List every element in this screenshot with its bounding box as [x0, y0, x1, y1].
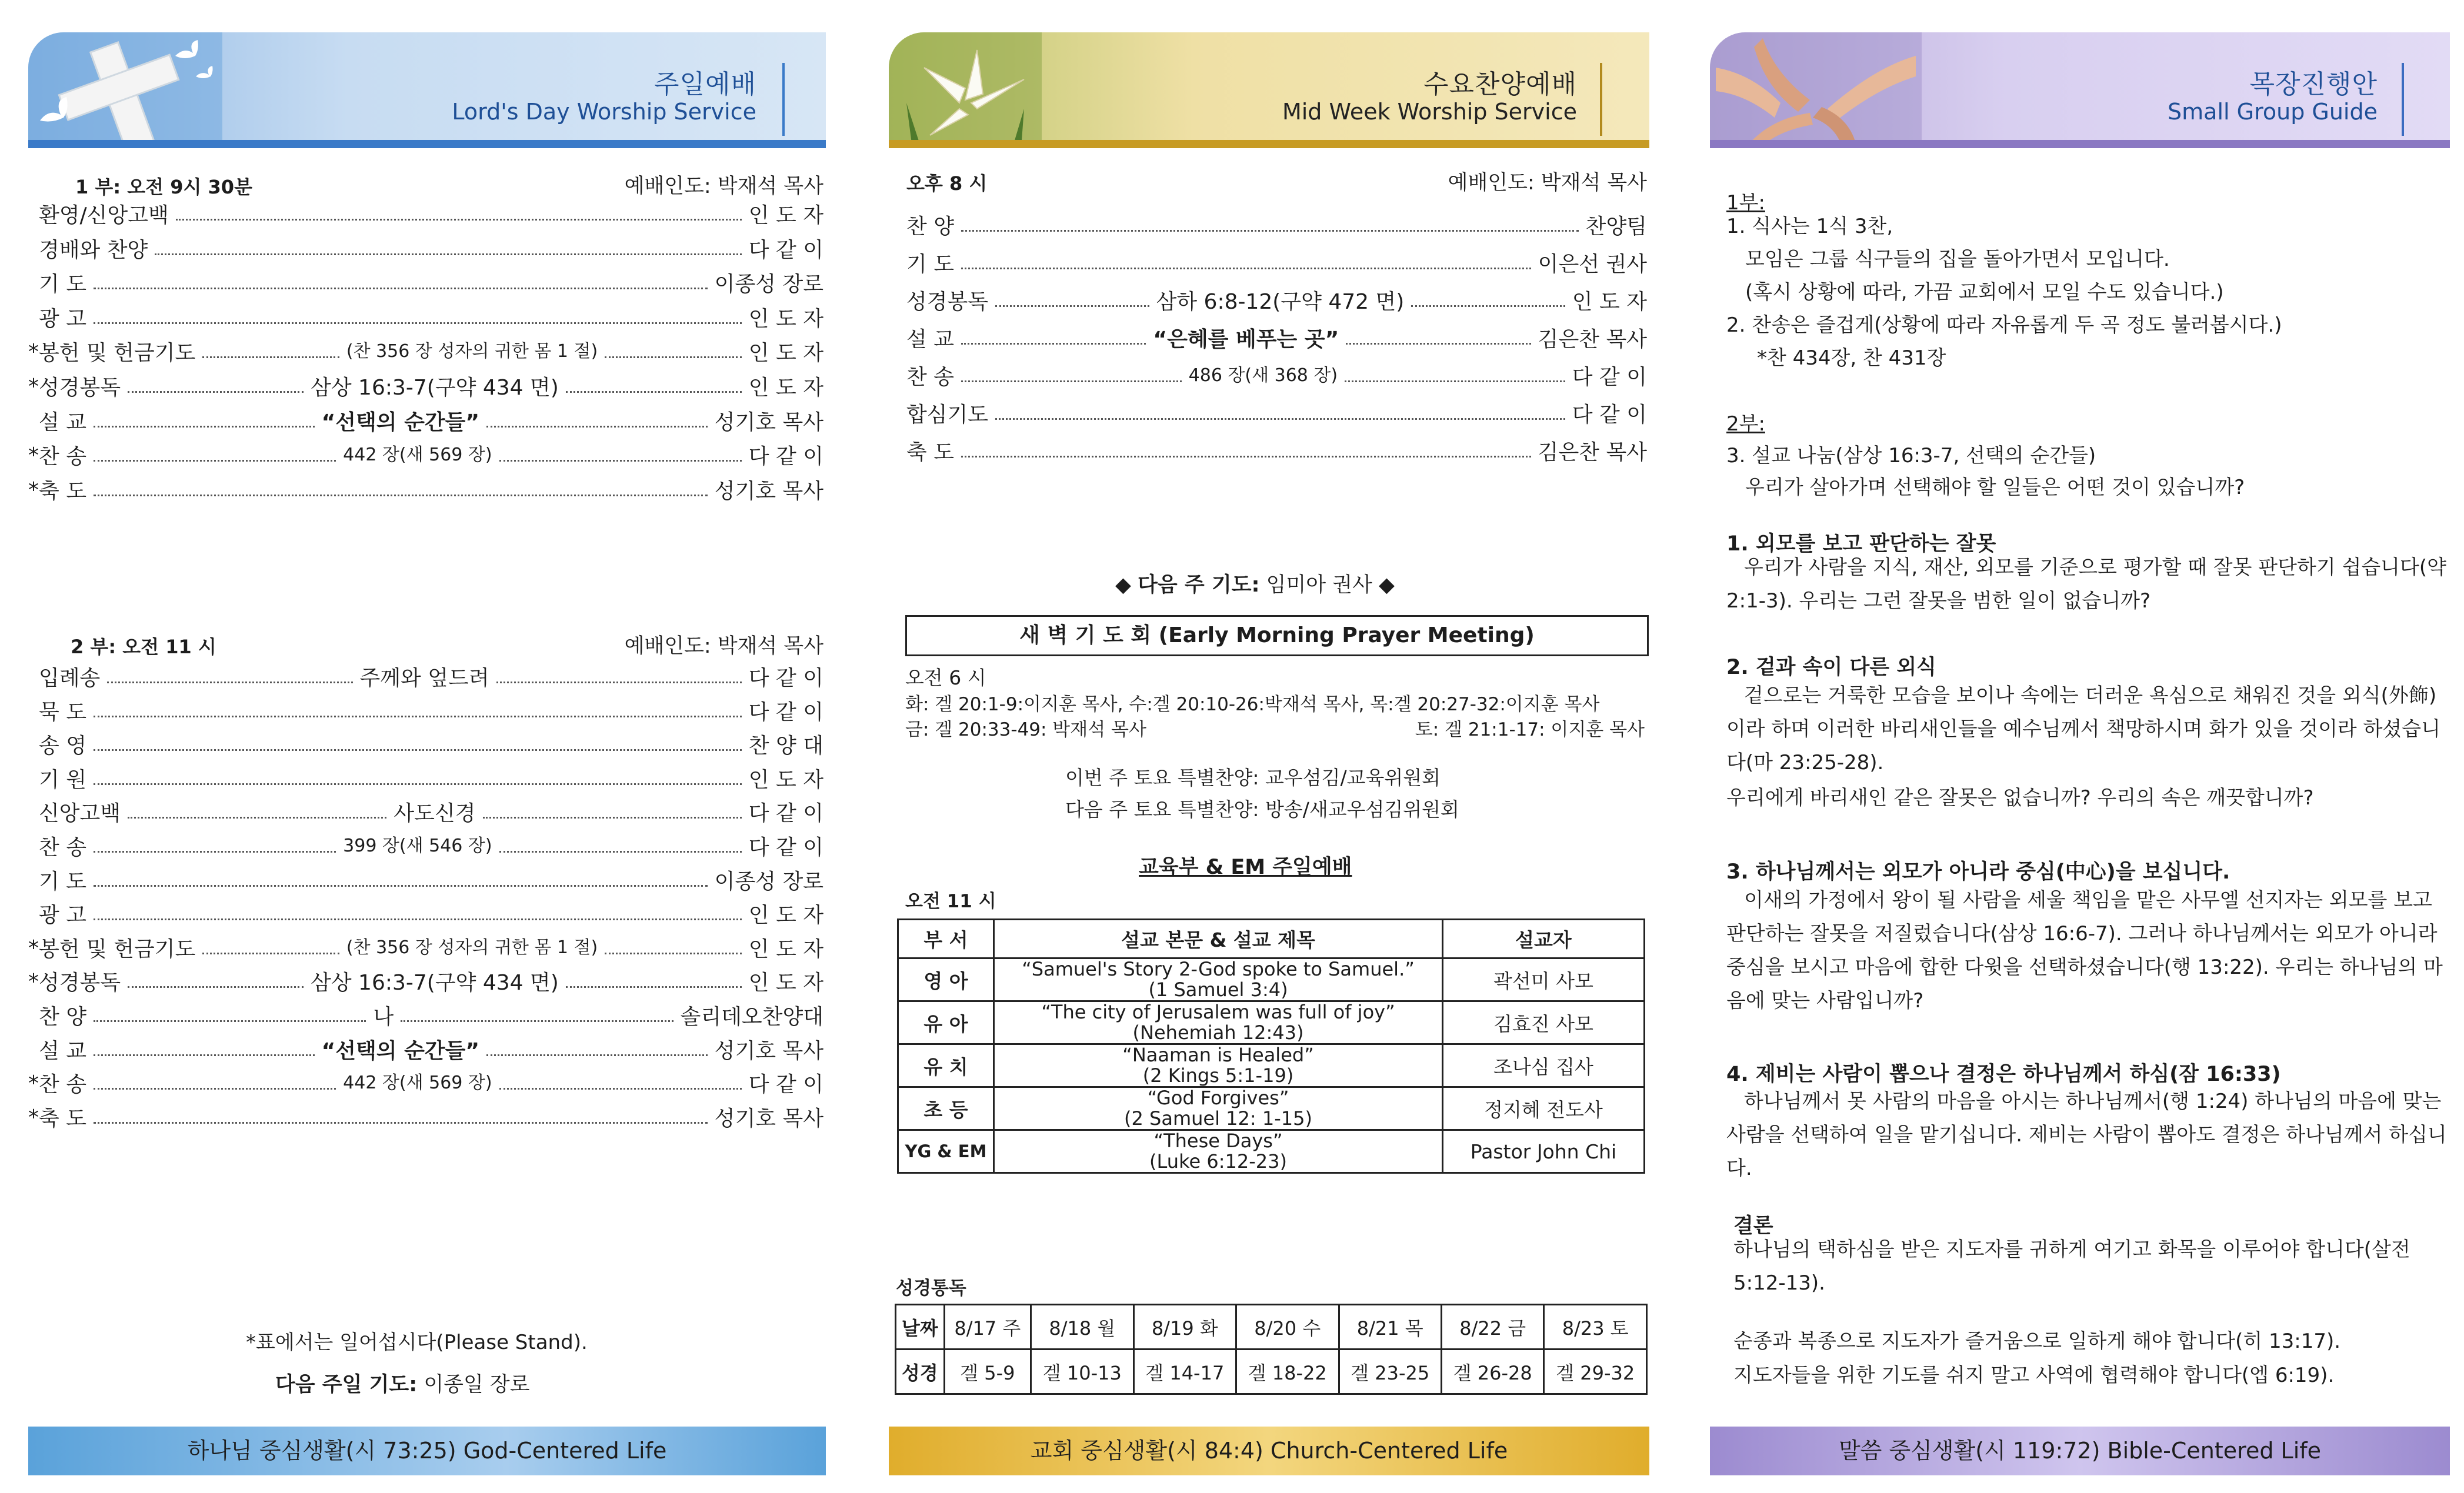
special-praise-this-week: 이번 주 토요 특별찬양: 교우섬김/교육위원회 [1065, 766, 1441, 789]
lily-icon [889, 32, 1042, 148]
edu-sermon-ref: (Luke 6:12-23) [1149, 1150, 1287, 1173]
part2-heading: 2 부: 오전 11 시 [71, 636, 216, 658]
service-item-name: 찬 양 [906, 215, 954, 239]
dotted-leader [94, 1054, 315, 1056]
stand-mark: * [28, 443, 39, 468]
part1-leader: 예배인도: 박재석 목사 [624, 175, 823, 198]
service-item-detail: (찬 356 장 성자의 귀한 몸 1 절) [346, 341, 598, 362]
edu-sermon [994, 958, 1443, 1001]
service-row [889, 360, 1649, 398]
reading-text: 겔 29-32 [1544, 1350, 1647, 1394]
service-item-detail: 삼하 6:8-12(구약 472 면) [1156, 290, 1405, 314]
dotted-leader [94, 851, 336, 853]
service-item-detail: (찬 356 장 성자의 귀한 몸 1 절) [346, 937, 598, 958]
edu-dept: 유 아 [898, 1001, 994, 1044]
service-item-person: 찬양팀 [1585, 215, 1647, 239]
service-item-person: 다 같 이 [748, 801, 823, 826]
service-item-detail: “선택의 순간들” [321, 1038, 480, 1063]
service-row [28, 966, 826, 1000]
dawn-schedule-line1: 화: 겔 20:1-9:이지훈 목사, 수:겔 20:10-26:박재석 목사, 목:겔 20:27-32:이지훈 목사 [905, 694, 1600, 715]
small-group-header [1710, 32, 2450, 148]
stand-mark: * [28, 375, 39, 399]
edu-dept: 유 치 [898, 1044, 994, 1087]
header-divider [1600, 63, 1602, 136]
service-row [889, 285, 1649, 323]
service-row [889, 436, 1649, 473]
service-item-name: 환영/신앙고백 [39, 203, 169, 228]
small-group-column [1710, 32, 2450, 1479]
edu-table-body [898, 958, 1645, 1173]
edu-sermon [994, 1087, 1443, 1130]
special-praise-next-week: 다음 주 토요 특별찬양: 방송/새교우섬김위원회 [1065, 798, 1459, 821]
service-item-person: 이은선 권사 [1538, 252, 1647, 276]
sg-section2-body: 겉으로는 거룩한 모습을 보이나 속에는 더러운 욕심으로 채워진 것을 외식(外飾)이라 하며 이러한 바리새인들을 예수님께서 책망하시며 화가 있을 것이라 하셨습니다(마 23:25-28). [1726, 684, 2440, 774]
service-row [28, 865, 826, 899]
service-item-name: 설 교 [39, 410, 86, 435]
cross-icon [28, 32, 222, 148]
service-item-detail: 442 장(새 569 장) [343, 1073, 492, 1094]
dotted-leader [202, 356, 339, 358]
service-item-name: 신앙고백 [39, 801, 121, 826]
service-row [28, 406, 826, 440]
dotted-leader [128, 986, 304, 988]
header-title-en: Small Group Guide [2168, 99, 2378, 125]
sg-p1-line5: *찬 434장, 찬 431장 [1757, 346, 1946, 370]
service-row [28, 336, 826, 371]
header-title-ko: 수요찬양예배 [1423, 69, 1577, 99]
header-title-en: Mid Week Worship Service [1282, 99, 1577, 125]
sg-conclusion-3: 지도자들을 위한 기도를 쉬지 말고 사역에 협력해야 합니다(엡 6:19). [1733, 1364, 2335, 1387]
service-item-person: 인 도 자 [748, 903, 823, 928]
edu-table-row [898, 1087, 1645, 1130]
edu-table-header [898, 920, 1645, 958]
service-item-name: 축 도 [39, 1106, 86, 1131]
service-row [889, 210, 1649, 248]
hands-icon [1710, 32, 1922, 148]
edu-speaker: 조나심 집사 [1443, 1044, 1645, 1087]
service-item-detail: 442 장(새 569 장) [343, 445, 492, 466]
dotted-leader [94, 783, 742, 785]
footer-god-centered: 하나님 중심생활(시 73:25) God-Centered Life [28, 1427, 826, 1475]
edu-table-row [898, 1001, 1645, 1044]
reading-texts-row [896, 1350, 1647, 1394]
service-item-detail: 399 장(새 546 장) [343, 836, 492, 856]
service-row [28, 268, 826, 302]
midweek-time: 오후 8 시 [906, 172, 988, 195]
dotted-leader [94, 1122, 708, 1124]
sg-p1-line3: (혹시 상황에 따라, 가끔 교회에서 모일 수도 있습니다.) [1745, 280, 2224, 304]
edu-sermon-title: “These Days” [1153, 1130, 1283, 1152]
reading-day: 8/17 주 [944, 1305, 1031, 1350]
dotted-leader [566, 391, 742, 393]
midweek-leader: 예배인도: 박재석 목사 [1448, 171, 1647, 195]
service-row [28, 1034, 826, 1068]
edu-sermon-ref: (2 Samuel 12: 1-15) [1124, 1107, 1312, 1130]
header-stripe [889, 140, 1649, 148]
sg-part1-label: 1부: [1726, 191, 1765, 215]
reading-text: 겔 14-17 [1133, 1350, 1236, 1394]
service-item-name: 광 고 [39, 306, 86, 331]
service-item-person: 성기호 목사 [714, 479, 823, 503]
service-row [28, 1000, 826, 1034]
edu-sermon-ref: (Nehemiah 12:43) [1132, 1021, 1304, 1044]
service-item-person: 다 같 이 [748, 836, 823, 860]
service-row [28, 302, 826, 337]
service-row [28, 440, 826, 475]
dotted-leader [496, 682, 742, 683]
edu-header-dept: 부 서 [898, 920, 994, 958]
service-item-person: 성기호 목사 [714, 1106, 823, 1131]
reading-day: 8/18 월 [1031, 1305, 1133, 1350]
dotted-leader [94, 716, 742, 717]
dotted-leader [107, 682, 352, 683]
service-row [28, 831, 826, 865]
dotted-leader [94, 460, 336, 462]
service-row [28, 797, 826, 831]
dawn-prayer-title: 새 벽 기 도 회 (Early Morning Prayer Meeting) [905, 615, 1649, 656]
dotted-leader [155, 253, 741, 255]
stand-mark: * [28, 340, 39, 365]
service-item-detail: 주께와 엎드려 [359, 666, 489, 690]
footer-church-centered: 교회 중심생활(시 84:4) Church-Centered Life [889, 1427, 1649, 1475]
stand-mark: * [28, 1105, 39, 1130]
sg-section1-title: 1. 외모를 보고 판단하는 잘못 [1726, 532, 1996, 556]
service-item-person: 다 같 이 [748, 1073, 823, 1097]
service-item-person: 성기호 목사 [714, 410, 823, 435]
next-sunday-prayer-name: 이종일 장로 [424, 1373, 530, 1397]
dotted-leader [961, 380, 1182, 382]
bible-reading-title: 성경통독 [896, 1278, 966, 1299]
service-item-person: 인 도 자 [748, 971, 823, 996]
dawn-schedule-line2-right: 토: 겔 21:1-17: 이지훈 목사 [1415, 719, 1645, 740]
sg-section1-body: 우리가 사람을 지식, 재산, 외모를 기준으로 평가할 때 잘못 판단하기 쉽습니다(약 2:1-3). 우리는 그런 잘못을 범한 일이 없습니까? [1726, 556, 2446, 613]
sg-section2-title: 2. 겉과 속이 다른 외식 [1726, 656, 1936, 679]
midweek-column [889, 32, 1649, 1479]
service-item-name: 경배와 찬양 [39, 238, 148, 262]
edu-table-row [898, 1044, 1645, 1087]
service-row [28, 899, 826, 933]
service-item-person: 이종성 장로 [714, 272, 823, 297]
part1-heading: 1 부: 오전 9시 30분 [75, 176, 252, 198]
edu-sermon [994, 1130, 1443, 1173]
lords-day-header [28, 32, 826, 148]
sg-section3-title: 3. 하나님께서는 외모가 아니라 중심(中心)을 보십니다. [1726, 860, 2230, 884]
reading-text: 겔 18-22 [1236, 1350, 1339, 1394]
reading-day: 8/22 금 [1441, 1305, 1543, 1350]
midweek-next-prayer [1115, 569, 1395, 598]
service-row [28, 1102, 826, 1136]
sg-part2-label: 2부: [1726, 412, 1765, 436]
header-stripe [28, 140, 826, 148]
service-item-person: 다 같 이 [748, 700, 823, 724]
service-item-name: 송 영 [39, 734, 86, 759]
reading-day: 8/21 목 [1339, 1305, 1441, 1350]
service-item-name: 찬 송 [39, 445, 86, 469]
service-item-name: 설 교 [906, 328, 954, 352]
lords-day-column [28, 32, 826, 1479]
bible-reading-table [895, 1304, 1648, 1395]
service-item-name: 기 도 [906, 252, 954, 276]
edu-speaker: 정지혜 전도사 [1443, 1087, 1645, 1130]
service-row [28, 763, 826, 797]
service-row [28, 475, 826, 509]
edu-header-speaker: 설교자 [1443, 920, 1645, 958]
header-title-en: Lord's Day Worship Service [452, 99, 756, 125]
service-item-name: 봉헌 및 헌금기도 [39, 937, 196, 961]
dotted-leader [483, 817, 742, 819]
header-title-ko: 목장진행안 [2249, 69, 2378, 99]
header-divider [782, 63, 785, 136]
service-item-person: 인 도 자 [748, 341, 823, 366]
service-item-detail: “은혜를 베푸는 곳” [1153, 328, 1339, 352]
service-item-person: 다 같 이 [1572, 403, 1647, 427]
dotted-leader [486, 426, 708, 427]
dotted-leader [1346, 343, 1531, 345]
service-item-name: 성경봉독 [39, 971, 121, 996]
service-row [28, 662, 826, 696]
service-item-person: 인 도 자 [748, 937, 823, 961]
service-item-person: 다 같 이 [1572, 365, 1647, 389]
dotted-leader [605, 356, 742, 358]
dotted-leader [94, 749, 742, 751]
sg-section4-body: 하나님께서 못 사람의 마음을 아시는 하나님께서(행 1:24) 하나님의 마음에 맞는 사람을 선택하여 일을 맡기십니다. 제비는 사람이 뽑아도 결정은 하나님께서 하십니다. [1726, 1090, 2447, 1180]
header-stripe [1710, 140, 2450, 148]
sg-p1-line4: 2. 찬송은 즐겁게(상황에 따라 자유롭게 두 곡 정도 불러봅시다.) [1726, 313, 2282, 337]
edu-sermon [994, 1001, 1443, 1044]
dotted-leader [176, 219, 742, 221]
dotted-leader [202, 953, 339, 954]
service-item-name: 묵 도 [39, 700, 86, 724]
service-item-name: 찬 송 [39, 1073, 86, 1097]
dotted-leader [995, 305, 1149, 307]
dotted-leader [961, 343, 1146, 345]
dotted-leader [94, 322, 742, 324]
sg-p2-line2: 우리가 살아가며 선택해야 할 일들은 어떤 것이 있습니까? [1745, 476, 2245, 499]
diamond-icon: ◆ [1115, 573, 1131, 597]
dotted-leader [1345, 380, 1565, 382]
edu-speaker: 김효진 사모 [1443, 1001, 1645, 1044]
sg-conclusion-1: 하나님의 택하심을 받은 지도자를 귀하게 여기고 화목을 이루어야 합니다(살전 5:12-13). [1733, 1238, 2410, 1295]
service-item-person: 다 같 이 [748, 445, 823, 469]
dotted-leader [1411, 305, 1565, 307]
service-item-person: 인 도 자 [748, 376, 823, 400]
service-row [28, 696, 826, 730]
part2-leader: 예배인도: 박재석 목사 [624, 634, 823, 658]
reading-text: 겔 10-13 [1031, 1350, 1133, 1394]
midweek-header [889, 32, 1649, 148]
sg-section3-body: 이새의 가정에서 왕이 될 사람을 세울 책임을 맡은 사무엘 선지자는 외모를 보고 판단하는 잘못을 저질렀습니다(삼상 16:6-7). 그러나 하나님께서는 외모가 아니라 중심을 보시고 마음에 합한 다윗을 선택하셨습니다(행 13:22). 우리는 하나님의 마음에 맞는 사람입니까? [1726, 889, 2443, 1013]
dotted-leader [499, 460, 742, 462]
edu-worship-title: 교육부 & EM 주일예배 [1139, 856, 1352, 879]
service-item-name: 찬 송 [39, 836, 86, 860]
dotted-leader [401, 1020, 673, 1022]
dotted-leader [94, 1088, 336, 1090]
service-row [28, 199, 826, 233]
service-item-name: 합심기도 [906, 403, 989, 427]
sg-p1-line1: 1. 식사는 1식 3찬, [1726, 215, 1893, 238]
edu-sermon-title: “Samuel's Story 2-God spoke to Samuel.” [1022, 958, 1415, 980]
edu-speaker: Pastor John Chi [1443, 1130, 1645, 1173]
edu-table-row [898, 1130, 1645, 1173]
service-item-name: 기 원 [39, 767, 86, 792]
reading-days-label: 날짜 [896, 1305, 945, 1350]
reading-day: 8/23 토 [1544, 1305, 1647, 1350]
service-row [889, 323, 1649, 360]
service-item-name: 기 도 [39, 272, 86, 297]
sg-section4-title: 4. 제비는 사람이 뽑으나 결정은 하나님께서 하심(잠 16:33) [1726, 1063, 2281, 1086]
edu-sermon-title: “Naaman is Healed” [1122, 1044, 1314, 1066]
service-item-person: 찬 양 대 [748, 734, 823, 759]
service-item-name: 광 고 [39, 903, 86, 928]
header-title-ko: 주일예배 [653, 69, 756, 99]
service-item-person: 인 도 자 [748, 306, 823, 331]
edu-header-sermon: 설교 본문 & 설교 제목 [994, 920, 1443, 958]
edu-sermon-title: “God Forgives” [1147, 1087, 1289, 1109]
edu-speaker: 곽선미 사모 [1443, 958, 1645, 1001]
dotted-leader [94, 495, 708, 496]
service-item-detail: 486 장(새 368 장) [1188, 365, 1338, 386]
edu-table-row [898, 958, 1645, 1001]
service-item-person: 김은찬 목사 [1538, 328, 1647, 352]
midweek-next-prayer-label: 다음 주 기도: [1138, 573, 1260, 597]
dotted-leader [94, 288, 708, 289]
service-row [28, 1068, 826, 1102]
reading-text: 겔 5-9 [944, 1350, 1031, 1394]
dotted-leader [94, 918, 742, 920]
service-item-name: 봉헌 및 헌금기도 [39, 341, 196, 366]
dotted-leader [94, 885, 708, 887]
service-row [889, 248, 1649, 285]
dotted-leader [94, 1020, 366, 1022]
dotted-leader [995, 418, 1565, 420]
service-item-name: 성경봉독 [39, 376, 121, 400]
service-item-person: 인 도 자 [1572, 290, 1647, 314]
service-row [28, 371, 826, 406]
dawn-schedule-line2-left: 금: 겔 20:33-49: 박재석 목사 [905, 719, 1146, 740]
service-item-detail: 삼상 16:3-7(구약 434 면) [311, 376, 559, 400]
service-item-person: 인 도 자 [748, 203, 823, 228]
service-item-name: 입례송 [39, 666, 101, 690]
edu-sermon-ref: (2 Kings 5:1-19) [1142, 1064, 1294, 1087]
dotted-leader [128, 817, 386, 819]
sg-conclusion-title: 결론 [1733, 1214, 1773, 1238]
edu-worship-time: 오전 11 시 [905, 891, 996, 912]
midweek-next-prayer-name: 임미아 권사 [1266, 573, 1372, 597]
service-item-name: 성경봉독 [906, 290, 989, 314]
dotted-leader [486, 1054, 708, 1056]
service-row [889, 398, 1649, 436]
service-item-detail: 사도신경 [394, 801, 476, 826]
reading-text: 겔 26-28 [1441, 1350, 1543, 1394]
next-sunday-prayer-label: 다음 주일 기도: [275, 1373, 418, 1397]
sg-section2-question: 우리에게 바리새인 같은 잘못은 없습니까? 우리의 속은 깨끗합니까? [1726, 786, 2314, 810]
sg-p2-line1: 3. 설교 나눔(삼상 16:3-7, 선택의 순간들) [1726, 444, 2096, 467]
stand-mark: * [28, 1071, 39, 1096]
service-item-person: 다 같 이 [748, 666, 823, 690]
reading-day: 8/20 수 [1236, 1305, 1339, 1350]
dotted-leader [605, 953, 742, 954]
service-item-name: 기 도 [39, 869, 86, 894]
service-item-person: 인 도 자 [748, 767, 823, 792]
stand-mark: * [28, 477, 39, 502]
dotted-leader [499, 1088, 742, 1090]
reading-days-row [896, 1305, 1647, 1350]
header-divider [2402, 63, 2404, 136]
service-item-person: 다 같 이 [748, 238, 823, 262]
edu-dept: 영 아 [898, 958, 994, 1001]
edu-sermon-title: “The city of Jerusalem was full of joy” [1041, 1001, 1395, 1023]
service-item-name: 찬 양 [39, 1005, 86, 1029]
sg-conclusion-2: 순종과 복종으로 지도자가 즐거움으로 일하게 해야 합니다(히 13:17). [1733, 1330, 2341, 1353]
edu-worship-table [897, 918, 1645, 1174]
reading-day: 8/19 화 [1133, 1305, 1236, 1350]
service-item-name: 설 교 [39, 1038, 86, 1063]
stand-mark: * [28, 970, 39, 994]
dotted-leader [499, 851, 742, 853]
service-item-person: 김은찬 목사 [1538, 440, 1647, 465]
dotted-leader [128, 391, 304, 393]
dotted-leader [961, 268, 1531, 269]
sg-p1-line2: 모임은 그룹 식구들의 집을 돌아가면서 모입니다. [1745, 248, 2170, 271]
dotted-leader [961, 230, 1579, 232]
dotted-leader [566, 986, 742, 988]
stand-note: *표에서는 일어섭시다(Please Stand). [246, 1331, 588, 1354]
service-item-name: 축 도 [906, 440, 954, 465]
service-item-detail: “선택의 순간들” [321, 410, 480, 435]
footer-bible-centered: 말씀 중심생활(시 119:72) Bible-Centered Life [1710, 1427, 2450, 1475]
edu-dept: YG & EM [898, 1130, 994, 1173]
dawn-time: 오전 6 시 [905, 666, 986, 689]
service-row [28, 933, 826, 967]
service-row [28, 729, 826, 763]
next-sunday-prayer [275, 1368, 530, 1398]
service-item-name: 찬 송 [906, 365, 954, 389]
service-row [28, 233, 826, 268]
reading-texts-label: 성경 [896, 1350, 945, 1394]
service-item-person: 이종성 장로 [714, 869, 823, 894]
service-item-detail: 나 [373, 1005, 394, 1029]
reading-text: 겔 23-25 [1339, 1350, 1441, 1394]
service-item-detail: 삼상 16:3-7(구약 434 면) [311, 971, 559, 996]
edu-sermon [994, 1044, 1443, 1087]
edu-sermon-ref: (1 Samuel 3:4) [1148, 978, 1288, 1001]
dotted-leader [94, 426, 315, 427]
diamond-icon: ◆ [1378, 573, 1395, 597]
edu-dept: 초 등 [898, 1087, 994, 1130]
service-item-person: 성기호 목사 [714, 1038, 823, 1063]
service-item-person: 솔리데오찬양대 [680, 1005, 823, 1029]
stand-mark: * [28, 936, 39, 960]
dotted-leader [961, 456, 1531, 457]
service-item-name: 축 도 [39, 479, 86, 503]
